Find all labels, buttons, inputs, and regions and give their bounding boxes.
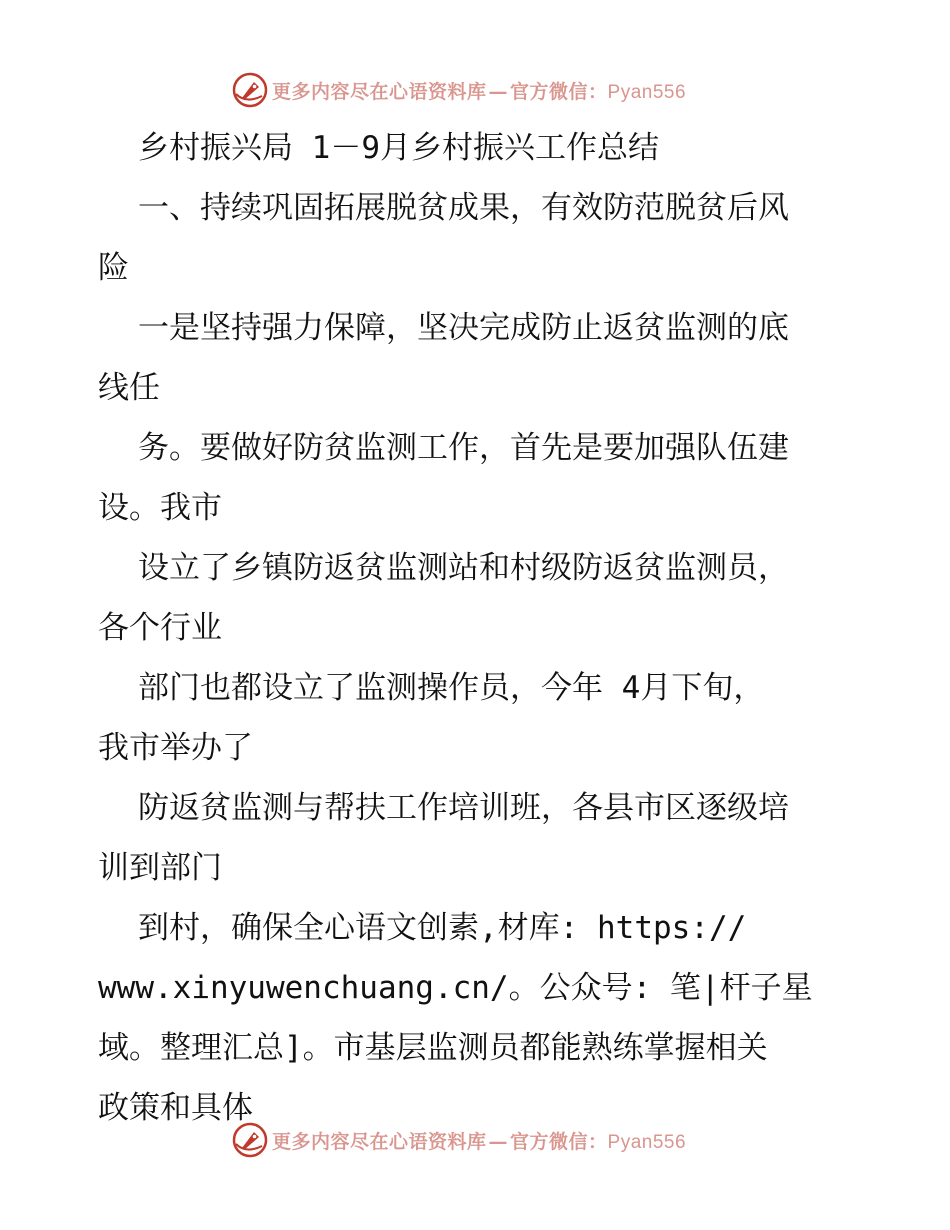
text-line: 域。整理汇总]。市基层监测员都能熟练掌握相关 xyxy=(98,1030,768,1066)
text-line: 我市举办了 xyxy=(98,730,253,766)
text-line: 险 xyxy=(98,250,129,286)
text-line: 设。我市 xyxy=(98,490,222,526)
text-line: 部门也都设立了监测操作员，今年 4月下旬， xyxy=(138,670,765,706)
text-line: www.xinyuwenchuang.cn/。公众号: 笔|杆子星 xyxy=(98,970,813,1006)
document-body xyxy=(98,118,868,1138)
text-line: 到村，确保全心语文创素,材库: https:// xyxy=(138,910,747,946)
watermark-text xyxy=(272,77,686,104)
text-line: 一是坚持强力保障，坚决完成防止返贫监测的底 xyxy=(138,310,789,346)
watermark-banner-bottom xyxy=(232,1120,752,1160)
text-line: 一、持续巩固拓展脱贫成果，有效防范脱贫后风 xyxy=(138,190,789,226)
watermark-suffix: 官方微信： xyxy=(510,1130,608,1153)
watermark-main-text: 更多内容尽在心语资料库 xyxy=(272,80,487,103)
document-title: 乡村振兴局 1－9月乡村振兴工作总结 xyxy=(138,130,659,166)
text-line: 线任 xyxy=(98,370,160,406)
text-line: 政策和具体 xyxy=(98,1090,253,1126)
watermark-wechat-id: Pyan556 xyxy=(607,1131,687,1153)
watermark-separator: — xyxy=(488,1130,509,1153)
watermark-suffix: 官方微信： xyxy=(510,80,608,103)
watermark-main-text: 更多内容尽在心语资料库 xyxy=(272,1130,487,1153)
text-line: 各个行业 xyxy=(98,610,222,646)
text-line: 训到部门 xyxy=(98,850,222,886)
text-line: 务。要做好防贫监测工作，首先是要加强队伍建 xyxy=(138,430,789,466)
watermark-separator: — xyxy=(488,80,509,103)
watermark-banner-top xyxy=(232,70,752,110)
text-line: 防返贫监测与帮扶工作培训班，各县市区逐级培 xyxy=(138,790,789,826)
pen-nib-logo-icon xyxy=(232,1122,268,1158)
pen-nib-logo-icon xyxy=(232,72,268,108)
text-line: 设立了乡镇防返贫监测站和村级防返贫监测员， xyxy=(138,550,789,586)
watermark-wechat-id: Pyan556 xyxy=(607,81,687,103)
watermark-text xyxy=(272,1127,686,1154)
